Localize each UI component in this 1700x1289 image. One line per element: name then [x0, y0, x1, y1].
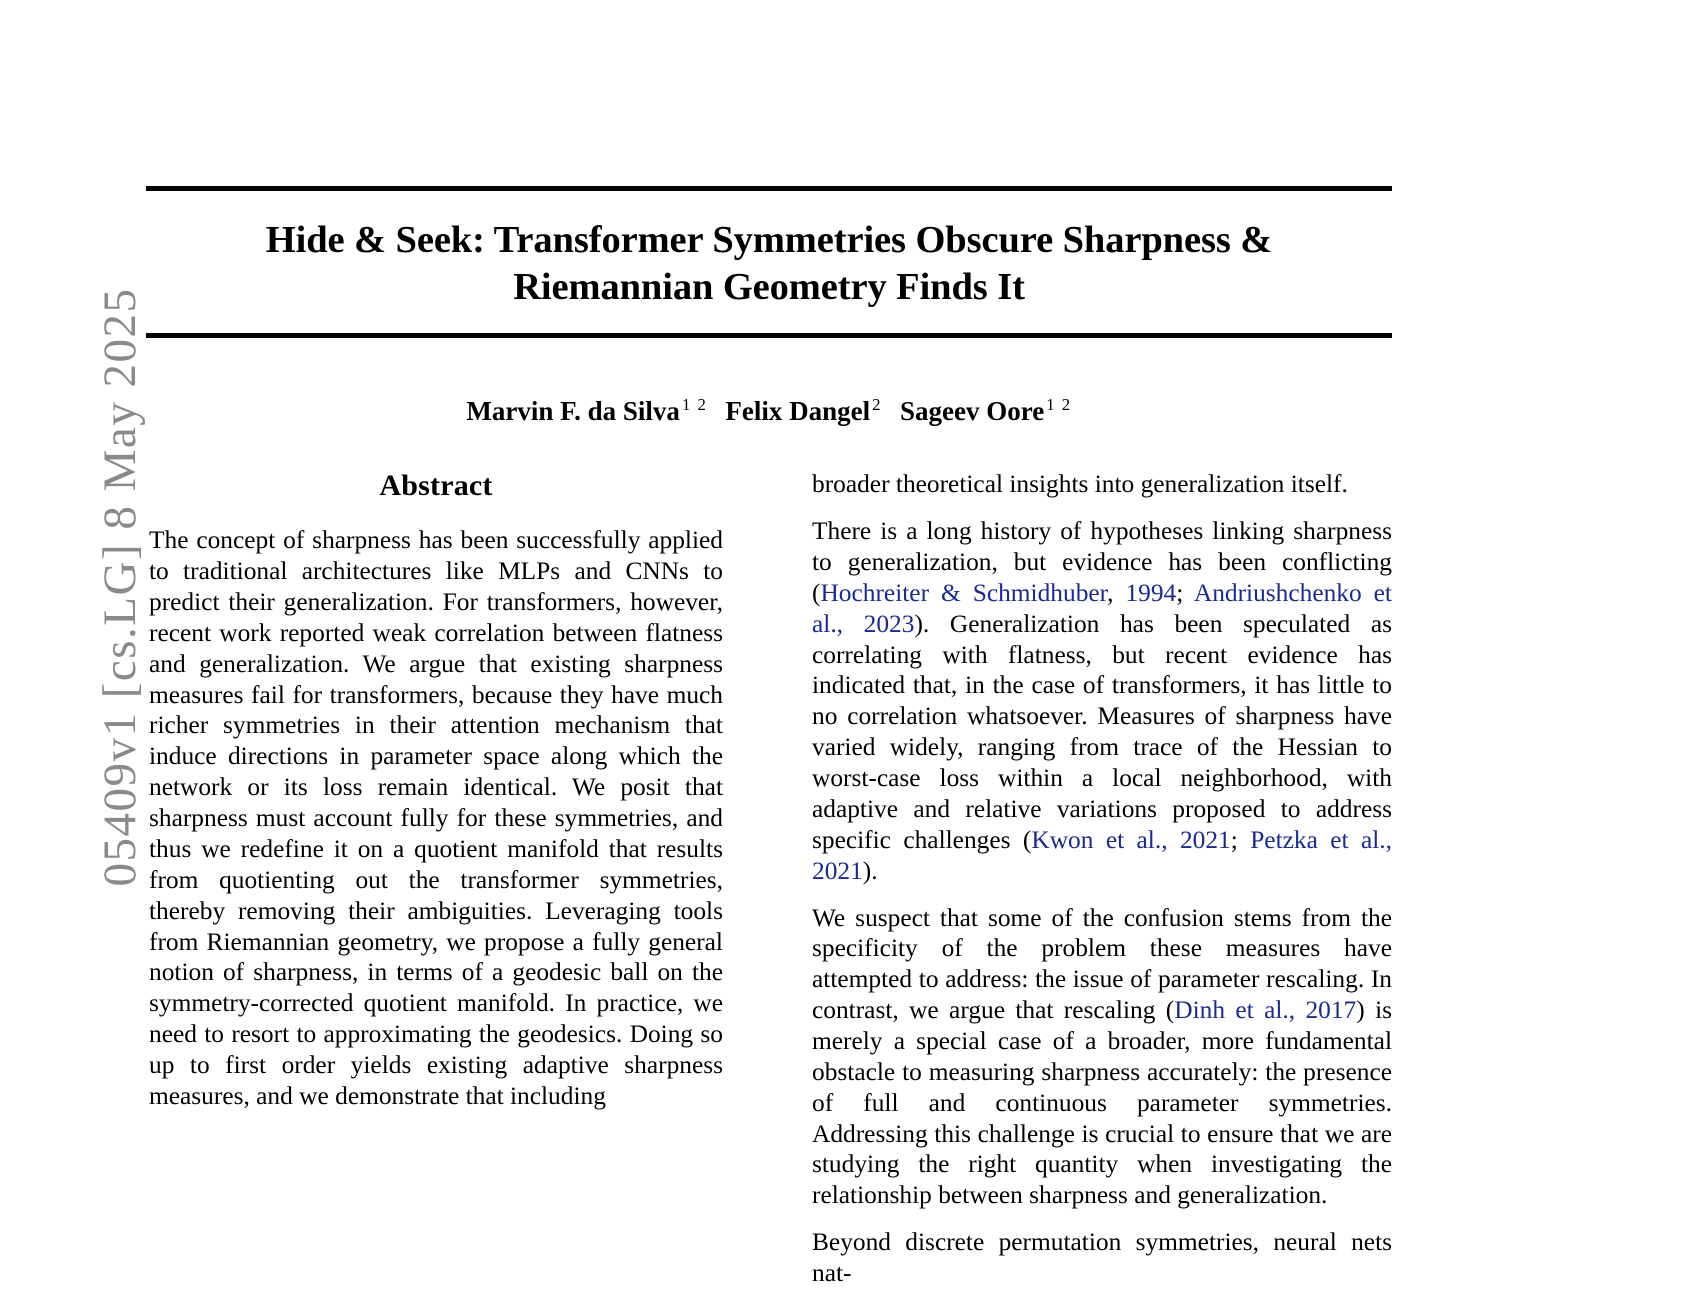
paragraph-text: There is a long history of hypotheses linking sharpness to generalization, but evidence has been conflicting ( — [812, 517, 1392, 607]
author-entry — [725, 396, 882, 426]
author-name: Marvin F. da Silva — [466, 395, 680, 426]
author-affiliation-marks: 2 — [872, 394, 882, 414]
page-title: Hide & Seek: Transformer Symmetries Obscure Sharpness & Riemannian Geometry Finds It — [265, 219, 1273, 308]
citation-link[interactable]: Dinh et al., 2017 — [1174, 996, 1357, 1025]
paragraph — [812, 903, 1392, 1212]
author-name: Felix Dangel — [725, 395, 871, 426]
author-affiliation-marks: 1 2 — [1046, 394, 1072, 414]
paragraph — [812, 1227, 1392, 1289]
author-name: Sageev Oore — [899, 395, 1045, 426]
abstract-heading: Abstract — [379, 469, 493, 503]
paragraph — [812, 469, 1392, 500]
abstract-text: The concept of sharpness has been successfully applied to traditional architectures like MLPs and CNNs to predict their generalization. For transformers, however, recent work reported weak correlation between flatness and generalization. We argue that existing sharpness measures fail for transformers, because they have much richer symmetries in their attention mechanism that induce directions in parameter space along which the network or its loss remain identical. We posit that sharpness must account fully for these symmetries, and thus we redefine it on a quotient manifold that results from quotienting out the transformer symmetries, thereby removing their ambiguities. Leveraging tools from Riemannian geometry, we propose a fully general notion of sharpness, in terms of a geodesic ball on the symmetry-corrected quotient manifold. In practice, we need to resort to approximating the geodesics. Doing so up to first order yields existing adaptive sharpness measures, and we demonstrate that including — [149, 526, 723, 1110]
author-entry — [466, 396, 707, 426]
arxiv-identifier-stamp: 05409v1 [cs.LG] 8 May 2025 — [94, 287, 146, 887]
author-entry — [900, 396, 1072, 426]
paragraph-text: , — [1107, 578, 1126, 607]
citation-link[interactable]: Kwon et al., 2021 — [1031, 825, 1231, 854]
abstract-column — [146, 469, 726, 1111]
paragraph-stack — [812, 469, 1392, 1288]
paragraph-text: ). — [862, 856, 878, 885]
citation-link[interactable]: Andriushchenko et al., 2023 — [812, 578, 1392, 638]
citation-link[interactable]: 1994 — [1125, 578, 1177, 607]
citation-link[interactable]: Hochreiter & Schmidhuber — [820, 578, 1108, 607]
title-block — [146, 191, 1392, 333]
paragraph-text: broader theoretical insights into generalization itself. — [812, 470, 1348, 499]
paragraph-text: ). Generalization has been speculated as correlating with flatness, but recent evidence has indicated that, in the case of transformers, it has little to no correlation whatsoever. Measures of sharpness have varied widely, ranging from trace of the Hessian to worst-case loss within a local neighborhood, with adaptive and relative variations proposed to address specific challenges ( — [812, 609, 1392, 854]
paragraph-text: ; — [1176, 578, 1194, 607]
paragraph-text: Beyond discrete permutation symmetries, neural nets nat- — [812, 1228, 1392, 1287]
paragraph-text: ; — [1230, 825, 1251, 854]
paragraph-text: We suspect that some of the confusion stems from the specificity of the problem these measures have attempted to address: the issue of parameter rescaling. In contrast, we argue that rescaling ( — [812, 903, 1392, 1025]
title-rule-bottom — [146, 333, 1392, 338]
paragraph — [812, 516, 1392, 886]
author-affiliation-marks: 1 2 — [681, 394, 708, 414]
two-column-body — [146, 469, 1392, 1288]
paper-page — [146, 0, 1393, 1287]
introduction-column — [812, 469, 1392, 1288]
author-list — [146, 395, 1392, 427]
paragraph-text: ) is merely a special case of a broader, more fundamental obstacle to measuring sharpness accurately: the presence of full and continuous parameter symmetries. Addressing this challenge is crucial to ensure that we are studying the right quantity when investigating the relationship between sharpness and generalization. — [812, 996, 1393, 1210]
citation-link[interactable]: Petzka et al., 2021 — [812, 825, 1392, 885]
